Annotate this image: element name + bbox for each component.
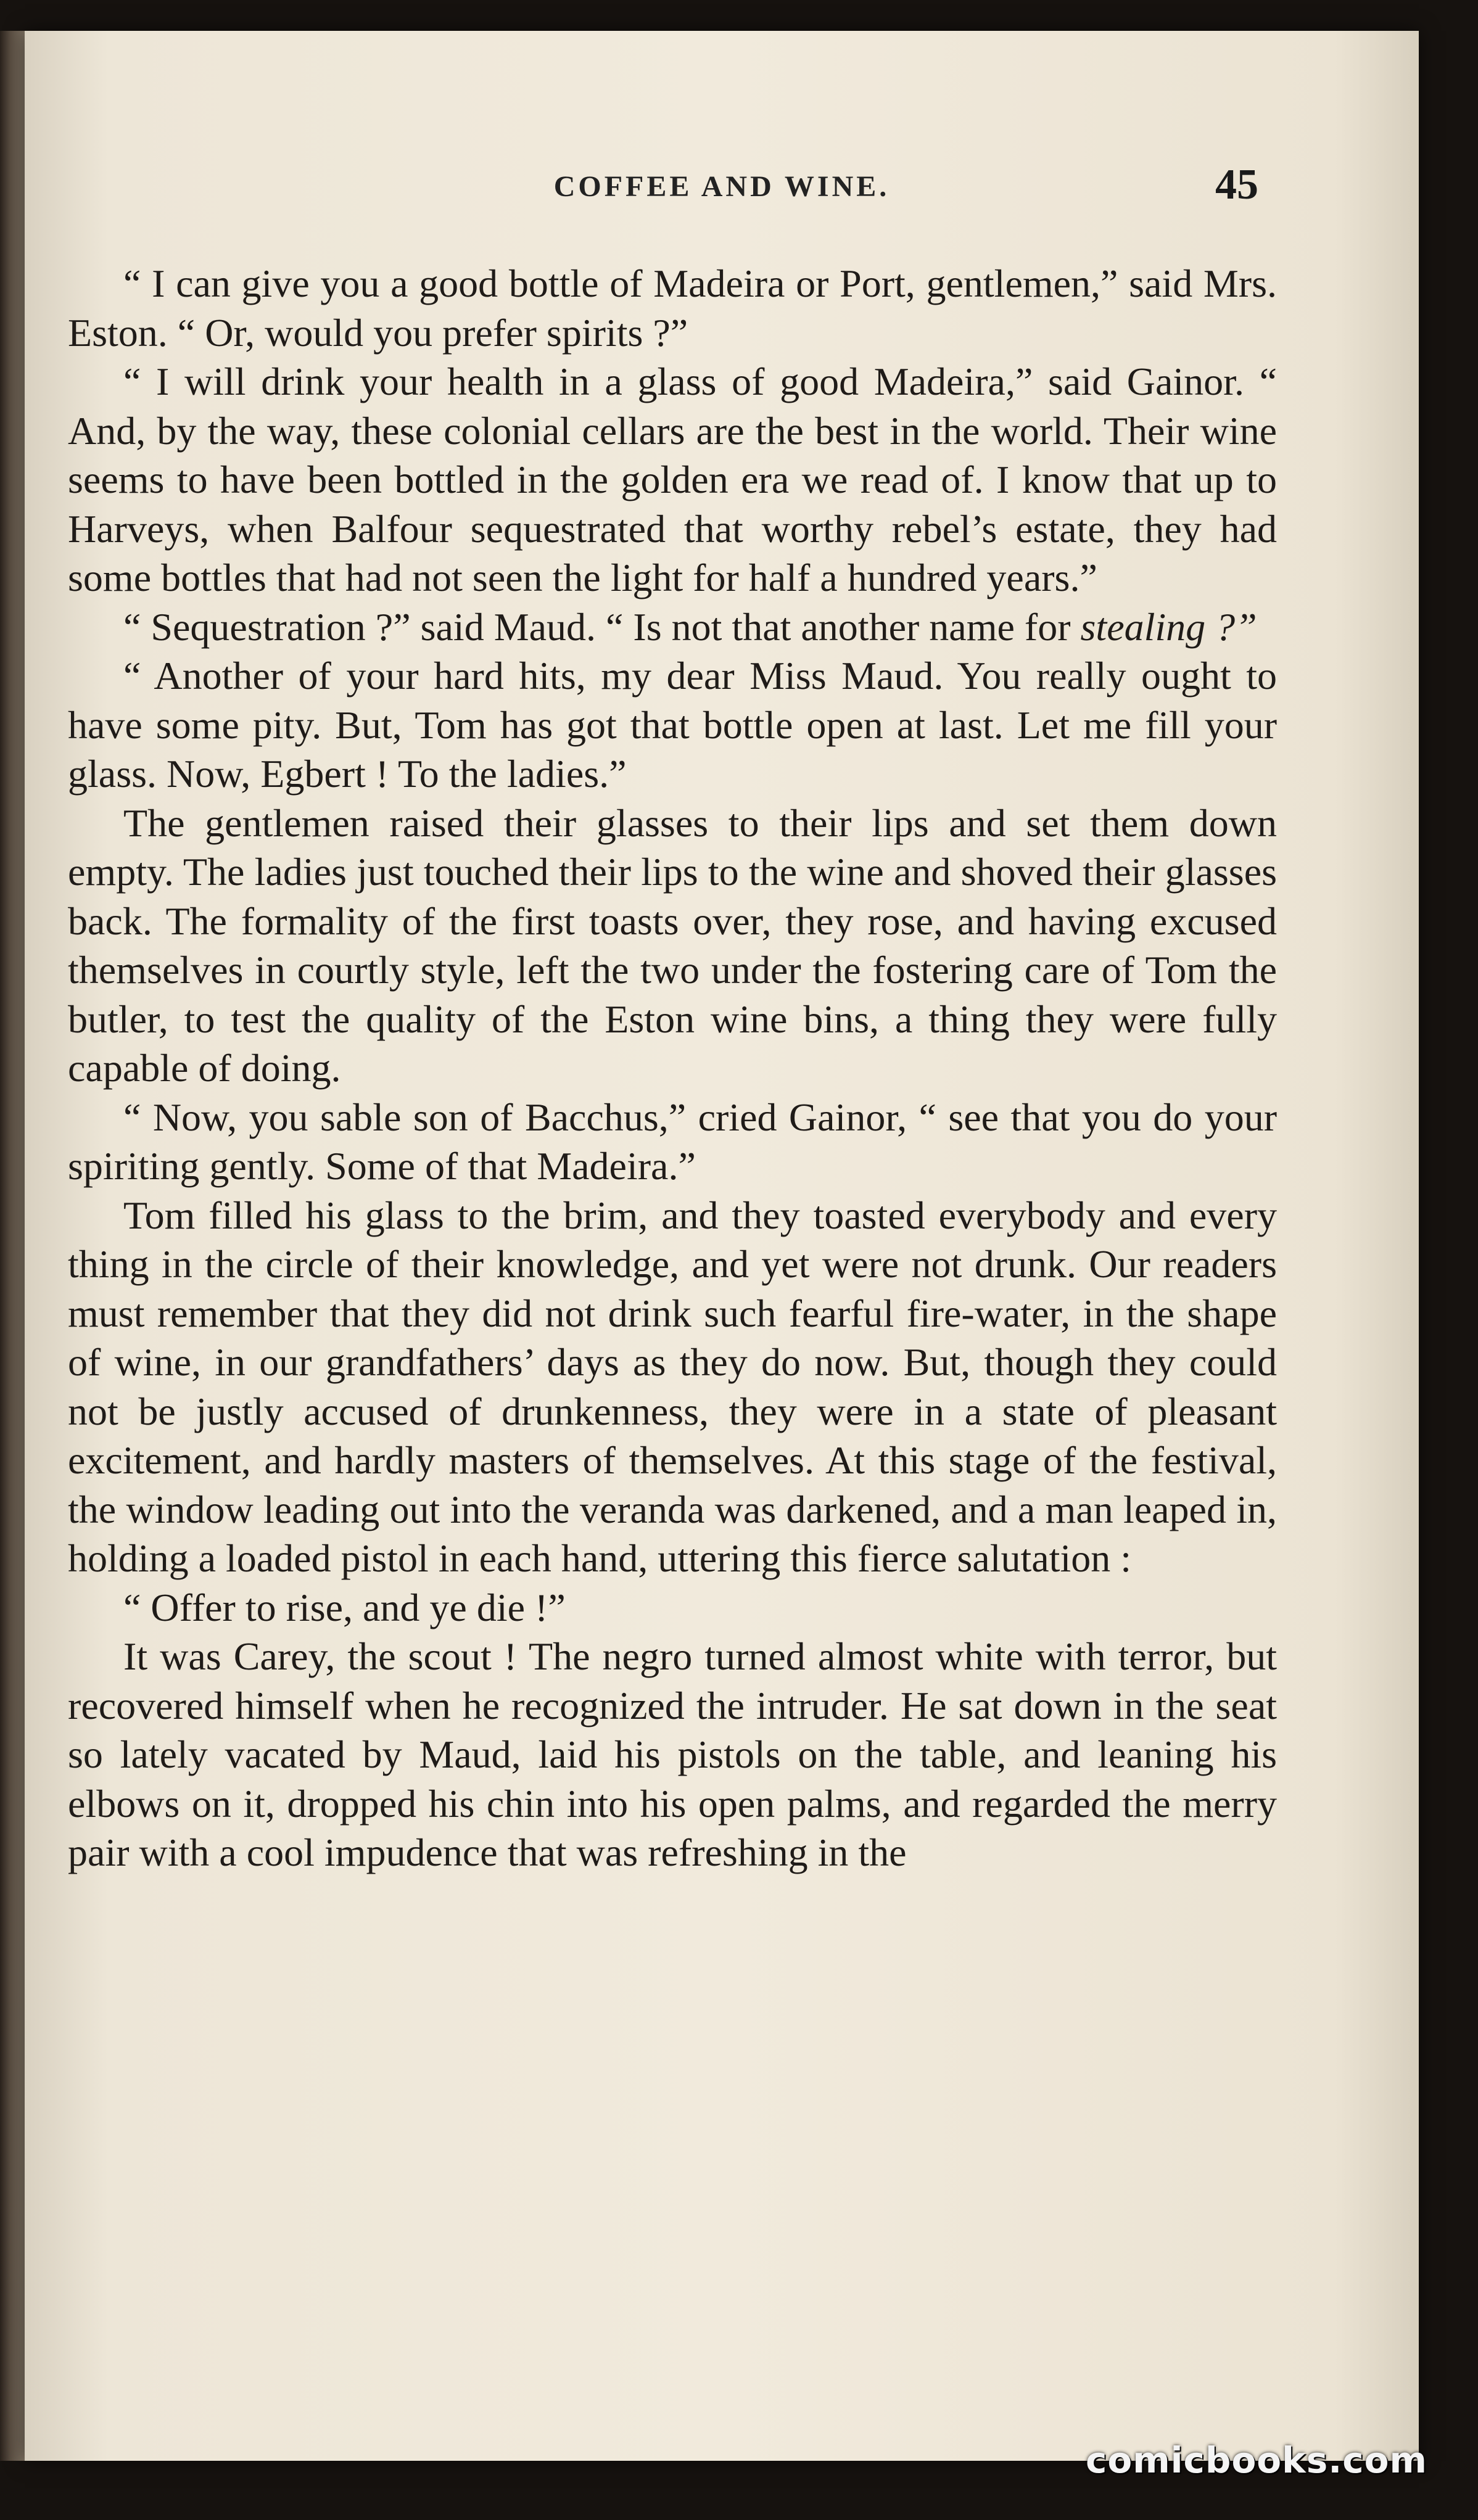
- watermark: comicbooks.com: [1086, 2439, 1427, 2481]
- page-gutter-edge: [0, 31, 26, 2461]
- paragraph: Tom filled his glass to the brim, and they toasted everybody and every thing in the circle of their knowledge, and yet were not drunk. Our readers must remember that they did not drink such fearful fire-water, in the shape of wine, in our grandfathers’ days as they do now. But, though they could not be justly accused of drunkenness, they were in a state of pleasant excitement, and hardly masters of themselves. At this stage of the festival, the window leading out into the veranda was darkened, and a man leaped in, holding a loaded pistol in each hand, uttering this fierce salutation :: [68, 1193, 1277, 1580]
- page-number: 45: [1215, 161, 1258, 208]
- paragraph: “ Another of your hard hits, my dear Miss Maud. You really ought to have some pity. But, Tom has got that bottle open at last. Let me fill your glass. Now, Egbert ! To the ladies.”: [68, 654, 1277, 796]
- paragraph: It was Carey, the scout ! The negro turned almost white with terror, but recovered himself when he recognized the intruder. He sat down in the seat so lately vacated by Maud, laid his pistols on the table, and leaning his elbows on it, dropped his chin into his open palms, and regarded the merry pair with a cool impudence that was refreshing in the: [68, 1634, 1277, 1874]
- paragraph: [68, 603, 1277, 652]
- paragraph: “ Offer to rise, and ye die !”: [123, 1585, 566, 1629]
- paragraph-text: “ Sequestration ?” said Maud. “ Is not that another name for: [123, 604, 1081, 649]
- book-page: [25, 31, 1419, 2461]
- paragraph: “ I will drink your health in a glass of good Madeira,” said Gainor. “ And, by the way, these colonial cellars are the best in the world. Their wine seems to have been bottled in the golden era we read of. I know that up to Harveys, when Balfour sequestrated that worthy rebel’s estate, they had some bottles that had not seen the light for half a hundred years.”: [68, 360, 1277, 599]
- body-text: [68, 259, 1277, 1877]
- paragraph: “ I can give you a good bottle of Madeira or Port, gentlemen,” said Mrs. Eston. “ Or, would you prefer spirits ?”: [68, 261, 1277, 355]
- paragraph: “ Now, you sable son of Bacchus,” cried Gainor, “ see that you do your spiriting gently. Some of that Madeira.”: [68, 1095, 1277, 1188]
- italic-word: stealing ?”: [1080, 604, 1257, 649]
- paragraph: The gentlemen raised their glasses to their lips and set them down empty. The ladies just touched their lips to the wine and shoved their glasses back. The formality of the first toasts over, they rose, and having excused themselves in courtly style, left the two under the fostering care of Tom the butler, to test the quality of the Eston wine bins, a thing they were fully capable of doing.: [68, 801, 1277, 1090]
- running-title: COFFEE AND WINE.: [553, 170, 890, 203]
